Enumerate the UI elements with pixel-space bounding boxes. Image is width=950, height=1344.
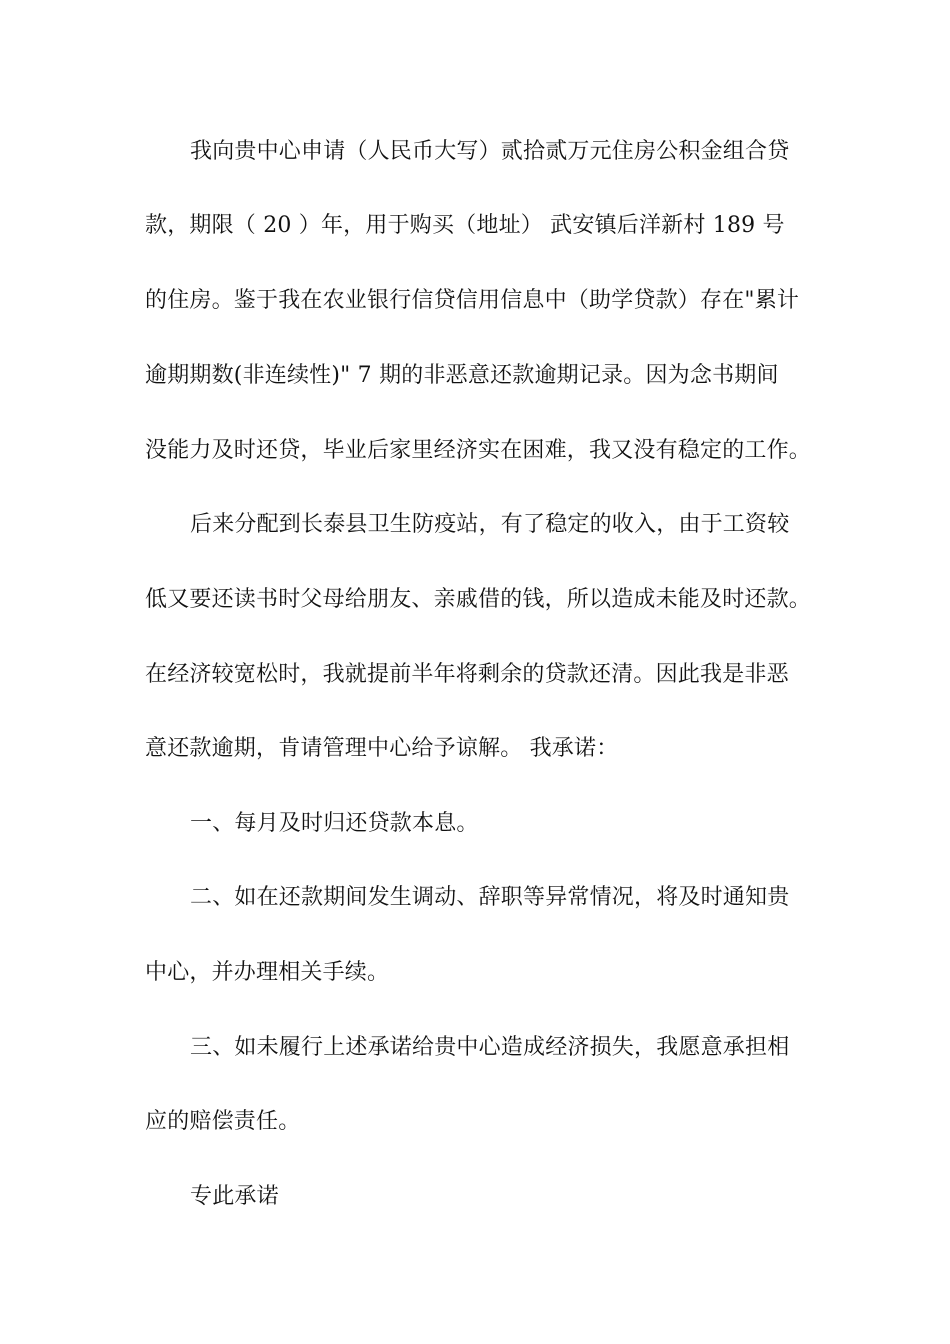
paragraph-line-3: 的住房。鉴于我在农业银行信贷信用信息中（助学贷款）存在"累计: [145, 288, 800, 313]
paragraph-line-2: 款，期限（ 20 ）年，用于购买（地址） 武安镇后洋新村 189 号: [145, 213, 785, 238]
paragraph-line-9: 意还款逾期，肯请管理中心给予谅解。 我承诺：: [145, 736, 619, 761]
paragraph-line-4: 逾期期数(非连续性)" 7 期的非恶意还款逾期记录。因为念书期间: [145, 363, 779, 388]
commitment-item-2-cont: 中心，并办理相关手续。: [145, 960, 390, 985]
closing-text: 专此承诺: [190, 1184, 279, 1209]
commitment-item-1: 一、每月及时归还贷款本息。: [190, 811, 479, 836]
paragraph-line-7: 低又要还读书时父母给朋友、亲戚借的钱，所以造成未能及时还款。: [145, 587, 812, 612]
paragraph-line-6: 后来分配到长泰县卫生防疫站，有了稳定的收入，由于工资较: [190, 512, 790, 537]
paragraph-line-8: 在经济较宽松时，我就提前半年将剩余的贷款还清。因此我是非恶: [145, 662, 789, 687]
paragraph-line-5: 没能力及时还贷，毕业后家里经济实在困难，我又没有稳定的工作。: [145, 438, 812, 463]
commitment-item-3-cont: 应的赔偿责任。: [145, 1109, 301, 1134]
commitment-item-2: 二、如在还款期间发生调动、辞职等异常情况，将及时通知贵: [190, 885, 790, 910]
commitment-item-3: 三、如未履行上述承诺给贵中心造成经济损失，我愿意承担相: [190, 1035, 790, 1060]
paragraph-line-1: 我向贵中心申请（人民币大写）贰拾贰万元住房公积金组合贷: [190, 139, 790, 164]
